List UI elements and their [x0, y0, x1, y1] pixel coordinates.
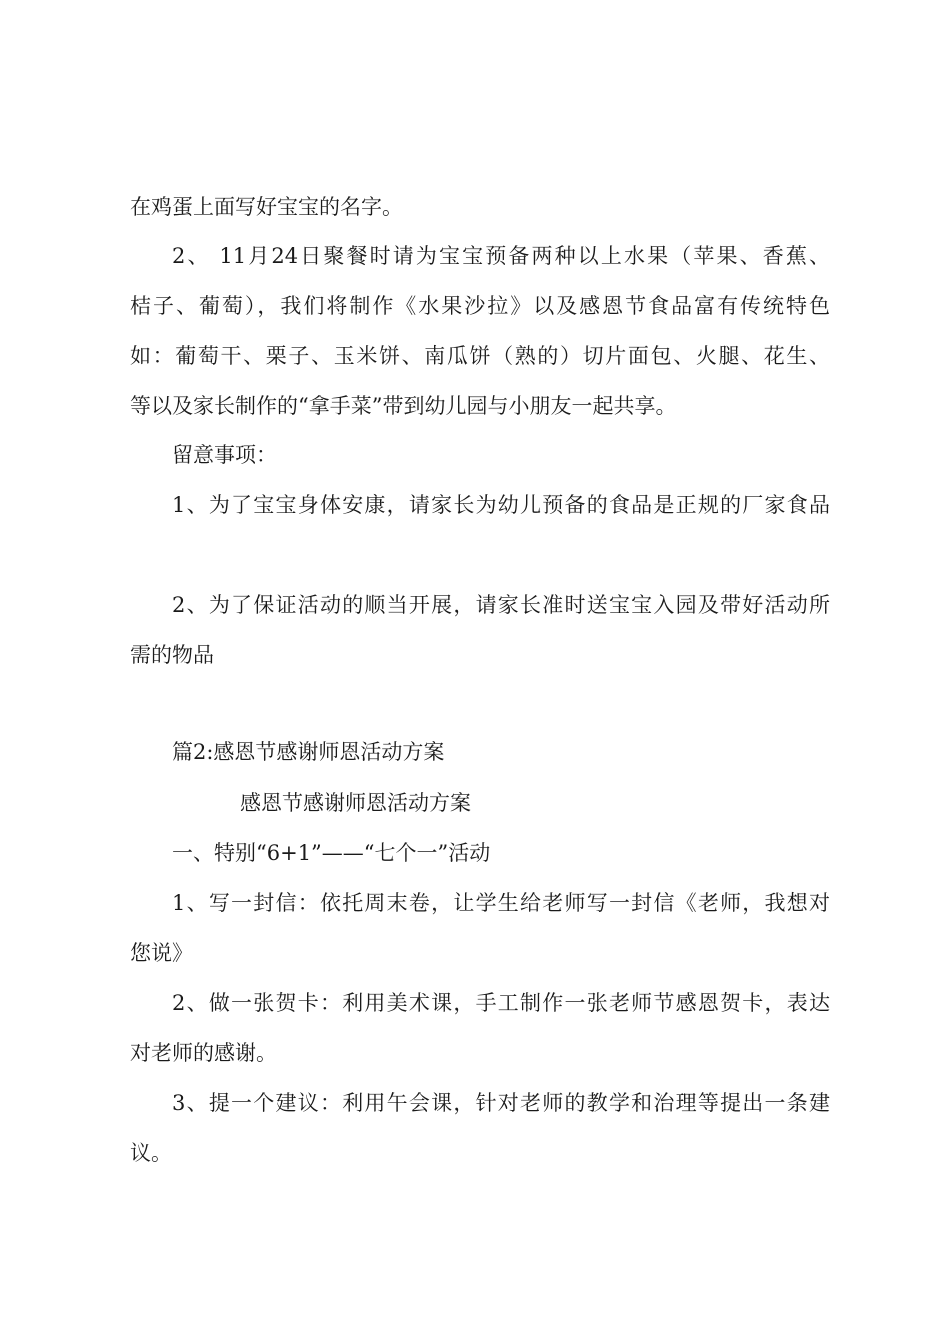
- paragraph-line: 1、写一封信：依托周末卷，让学生给老师写一封信《老师，我想对: [172, 891, 830, 915]
- paragraph-line: 等以及家长制作的“拿手菜”带到幼儿园与小朋友一起共享。: [130, 394, 677, 418]
- paragraph-line: 如：葡萄干、栗子、玉米饼、南瓜饼（熟的）切片面包、火腿、花生、: [130, 344, 830, 368]
- article-title: 感恩节感谢师恩活动方案: [240, 791, 471, 815]
- paragraph-line: 在鸡蛋上面写好宝宝的名字。: [130, 195, 403, 219]
- paragraph-line: 桔子、葡萄），我们将制作《水果沙拉》以及感恩节食品富有传统特色: [130, 294, 830, 318]
- paragraph-line: 1、为了宝宝身体安康，请家长为幼儿预备的食品是正规的厂家食品: [172, 493, 830, 517]
- paragraph-line: 对老师的感谢。: [130, 1041, 277, 1065]
- paragraph-line: 2、为了保证活动的顺当开展，请家长准时送宝宝入园及带好活动所: [172, 593, 830, 617]
- paragraph-line: 2、做一张贺卡：利用美术课，手工制作一张老师节感恩贺卡，表达: [172, 991, 830, 1015]
- section-label: 留意事项：: [172, 443, 277, 467]
- article-heading: 篇2:感恩节感谢师恩活动方案: [172, 740, 445, 764]
- paragraph-line: 您说》: [130, 941, 193, 965]
- paragraph-line: 议。: [130, 1141, 172, 1165]
- paragraph-line: 2、 11月24日聚餐时请为宝宝预备两种以上水果（苹果、香蕉、: [172, 244, 830, 268]
- paragraph-line: 3、提一个建议：利用午会课，针对老师的教学和治理等提出一条建: [172, 1091, 830, 1115]
- paragraph-line: 需的物品: [130, 643, 214, 667]
- section-heading: 一、特别“6+1”——“七个一”活动: [172, 841, 491, 865]
